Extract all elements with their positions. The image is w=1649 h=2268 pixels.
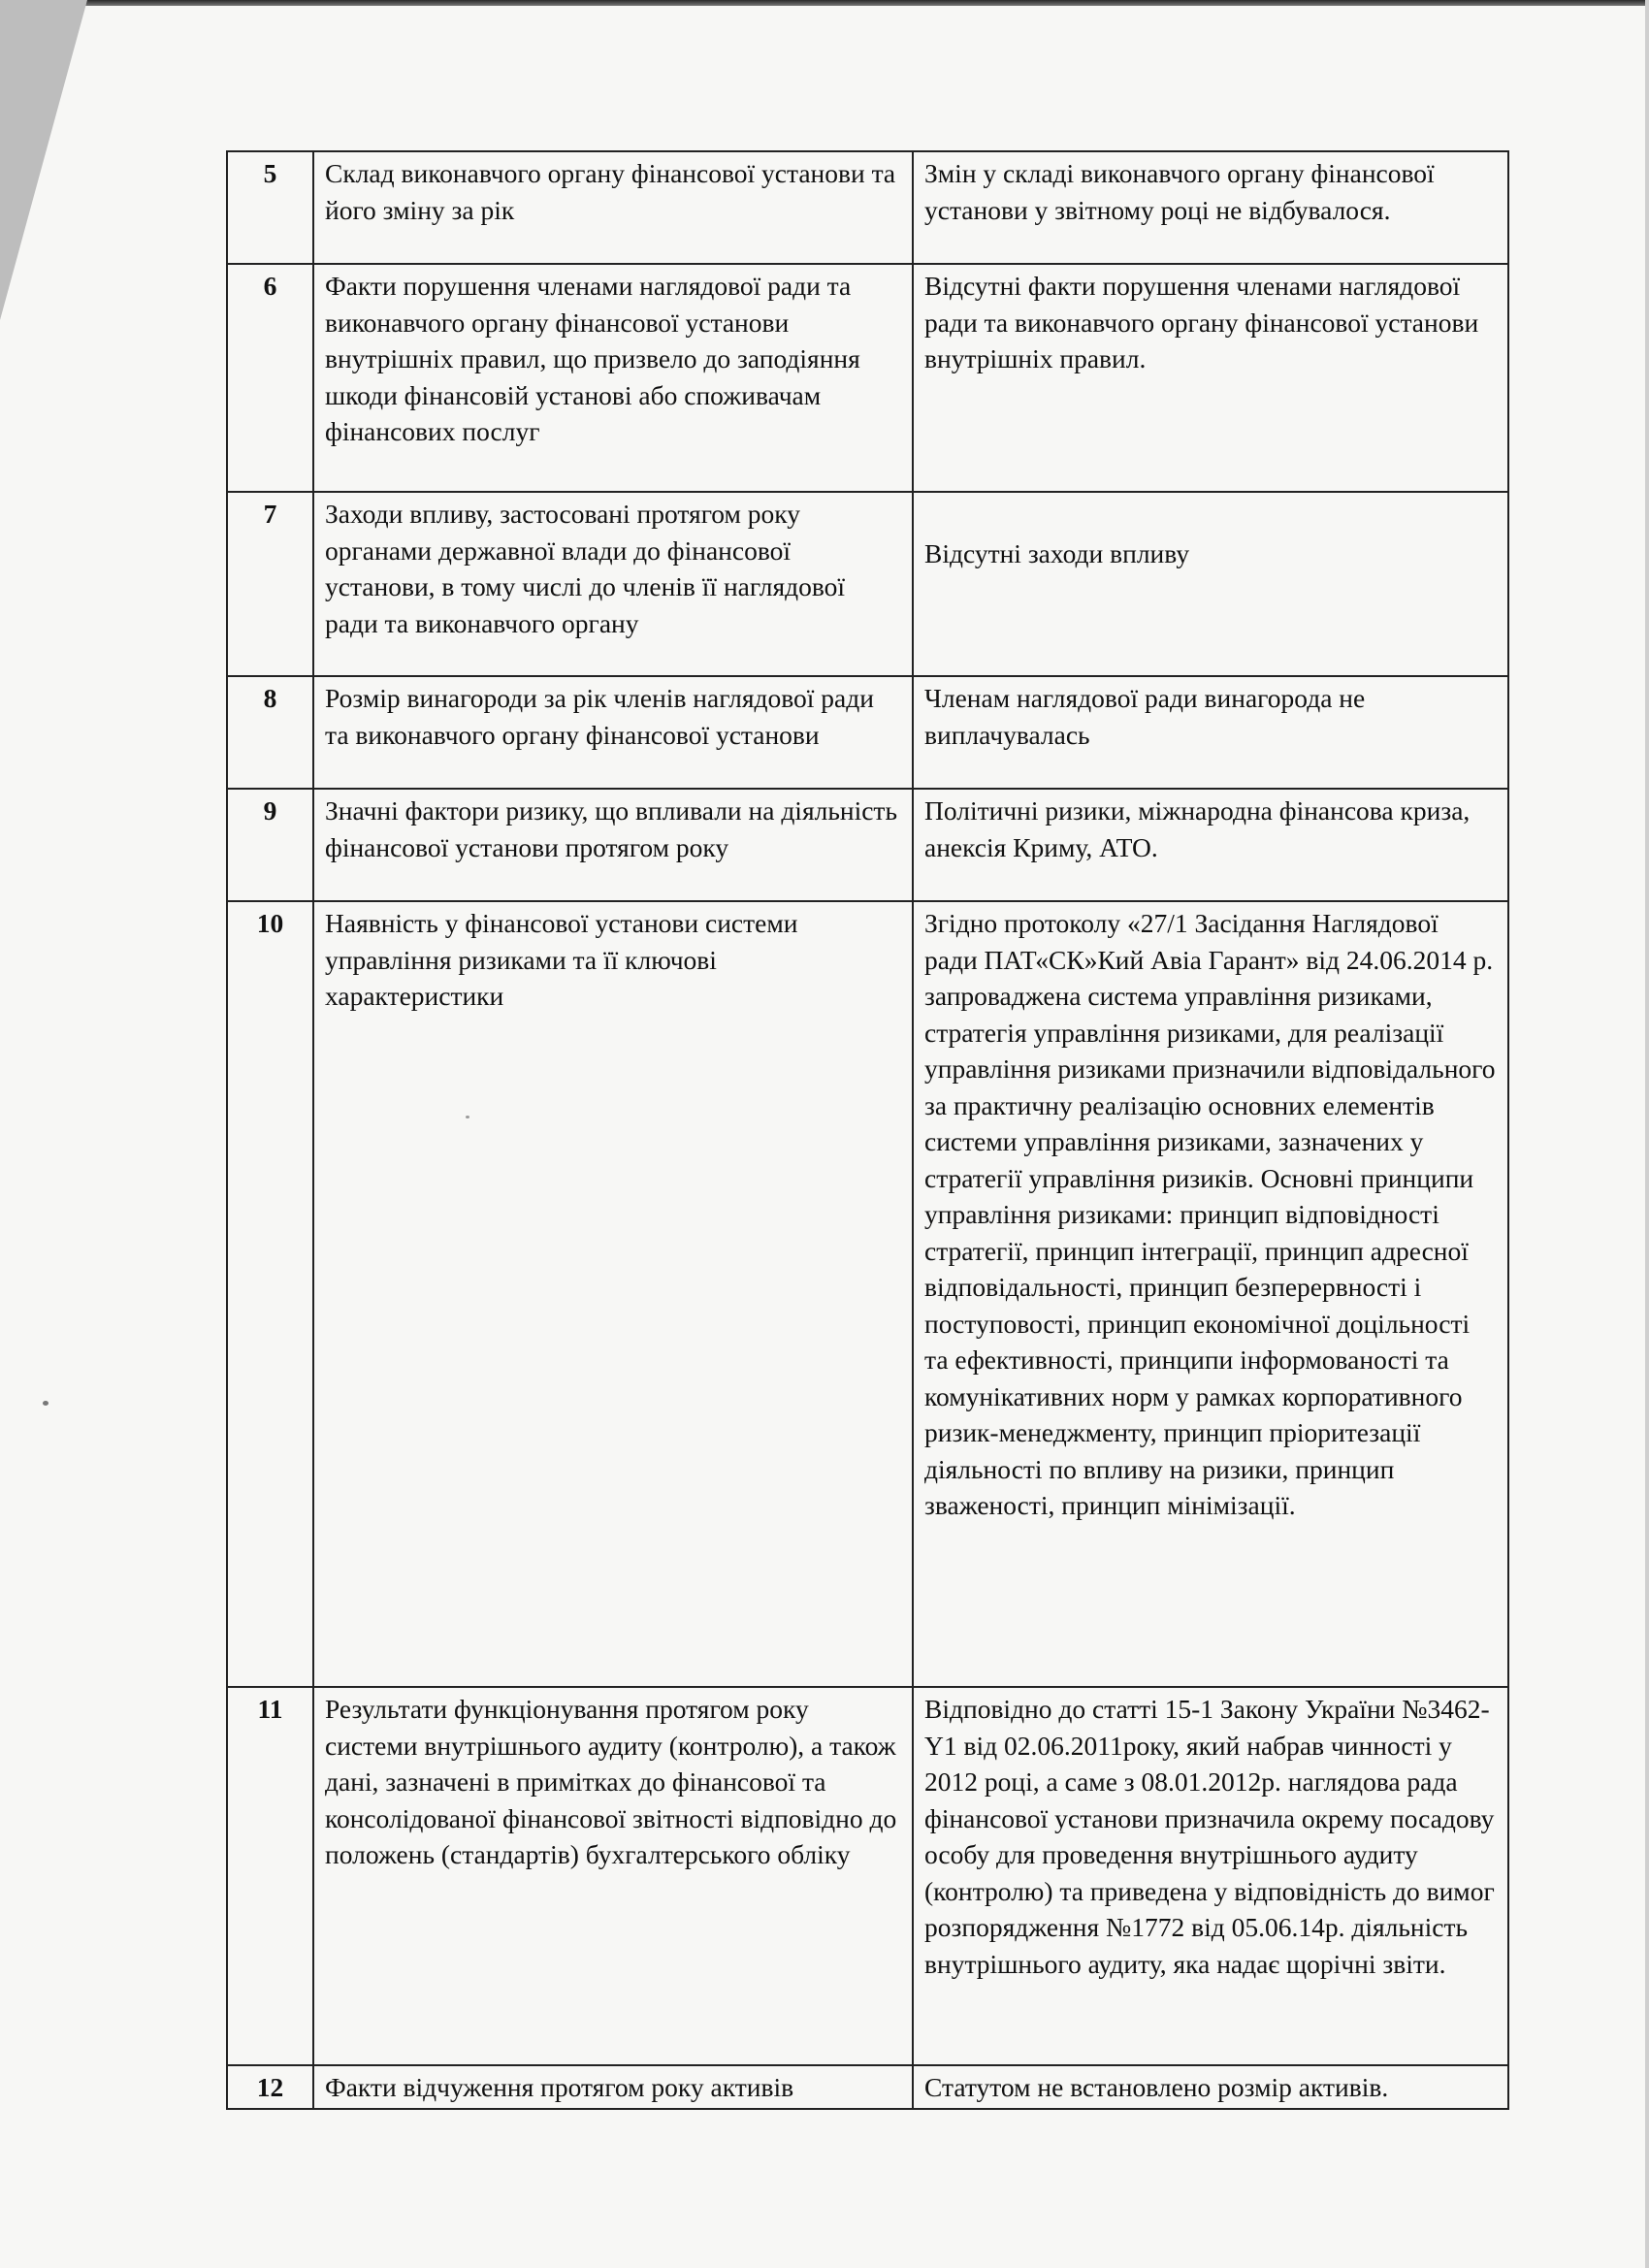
scan-right-edge — [1645, 0, 1649, 2268]
row-number: 8 — [227, 676, 313, 789]
row-answer: Згідно протоколу «27/1 Засідання Наглядової ради ПАТ«СК»Кий Авіа Гарант» від 24.06.2014 р. запроваджена система управління ризиками, стратегія управління ризиками, для реалізації управління ризиками призначили відповідального за практичну реалізацію основних елементів системи управління ризиками, зазначених у стратегії управління ризиків. Основні принципи управління ризиками: принцип відповідності стратегії, принцип інтеграції, принцип адресної відповідальності, принцип безперервності і поступовості, принцип економічної доцільності та ефективності, принципи інформованості та комунікативних норм у рамках корпоративного ризик-менеджменту, принцип пріоритезації діяльності по впливу на ризики, принцип зваженості, принцип мінімізації. — [913, 901, 1508, 1687]
row-answer: Відповідно до статті 15-1 Закону України №3462-Y1 від 02.06.2011року, який набрав чинності у 2012 році, а саме з 08.01.2012р. наглядова рада фінансової установи призначила окрему посадову особу для проведення внутрішнього аудиту (контролю) та приведена у відповідність до вимог розпорядження №1772 від 05.06.14р. діяльність внутрішнього аудиту, яка надає щорічні звіти. — [913, 1687, 1508, 2065]
table-row — [227, 1687, 1508, 2065]
row-question: Значні фактори ризику, що впливали на діяльність фінансової установи протягом року — [313, 789, 913, 901]
row-number: 9 — [227, 789, 313, 901]
row-number: 10 — [227, 901, 313, 1687]
row-number: 5 — [227, 151, 313, 264]
row-number: 12 — [227, 2065, 313, 2109]
table-row — [227, 264, 1508, 492]
row-number: 11 — [227, 1687, 313, 2065]
table-row — [227, 2065, 1508, 2109]
row-question: Розмір винагороди за рік членів наглядової ради та виконавчого органу фінансової установи — [313, 676, 913, 789]
table-row — [227, 789, 1508, 901]
row-answer: Відсутні заходи впливу — [913, 492, 1508, 676]
table-row — [227, 676, 1508, 789]
row-question: Факти порушення членами наглядової ради та виконавчого органу фінансової установи внутрішніх правил, що призвело до заподіяння шкоди фінансовій установі або споживачам фінансових послуг — [313, 264, 913, 492]
row-number: 6 — [227, 264, 313, 492]
row-question: Факти відчуження протягом року активів — [313, 2065, 913, 2109]
row-question: Склад виконавчого органу фінансової установи та його зміну за рік — [313, 151, 913, 264]
row-question: Результати функціонування протягом року системи внутрішнього аудиту (контролю), а також дані, зазначені в примітках до фінансової та консолідованої фінансової звітності відповідно до положень (стандартів) бухгалтерського обліку — [313, 1687, 913, 2065]
table-row — [227, 492, 1508, 676]
scan-top-edge — [0, 0, 1649, 6]
row-answer: Відсутні факти порушення членами наглядової ради та виконавчого органу фінансової установи внутрішніх правил. — [913, 264, 1508, 492]
row-answer: Членам наглядової ради винагорода не виплачувалась — [913, 676, 1508, 789]
row-number: 7 — [227, 492, 313, 676]
table-row — [227, 901, 1508, 1687]
governance-report-table — [226, 150, 1509, 2110]
scan-speck — [43, 1401, 48, 1406]
row-question: Наявність у фінансової установи системи управління ризиками та її ключові характеристики — [313, 901, 913, 1687]
table-row — [227, 151, 1508, 264]
row-answer: Змін у складі виконавчого органу фінансової установи у звітному році не відбувалося. — [913, 151, 1508, 264]
row-answer: Політичні ризики, міжнародна фінансова криза, анексія Криму, АТО. — [913, 789, 1508, 901]
row-question: Заходи впливу, застосовані протягом року органами державної влади до фінансової установи, в тому числі до членів її наглядової ради та виконавчого органу — [313, 492, 913, 676]
scan-corner-shadow — [0, 0, 87, 320]
row-answer: Статутом не встановлено розмір активів. — [913, 2065, 1508, 2109]
